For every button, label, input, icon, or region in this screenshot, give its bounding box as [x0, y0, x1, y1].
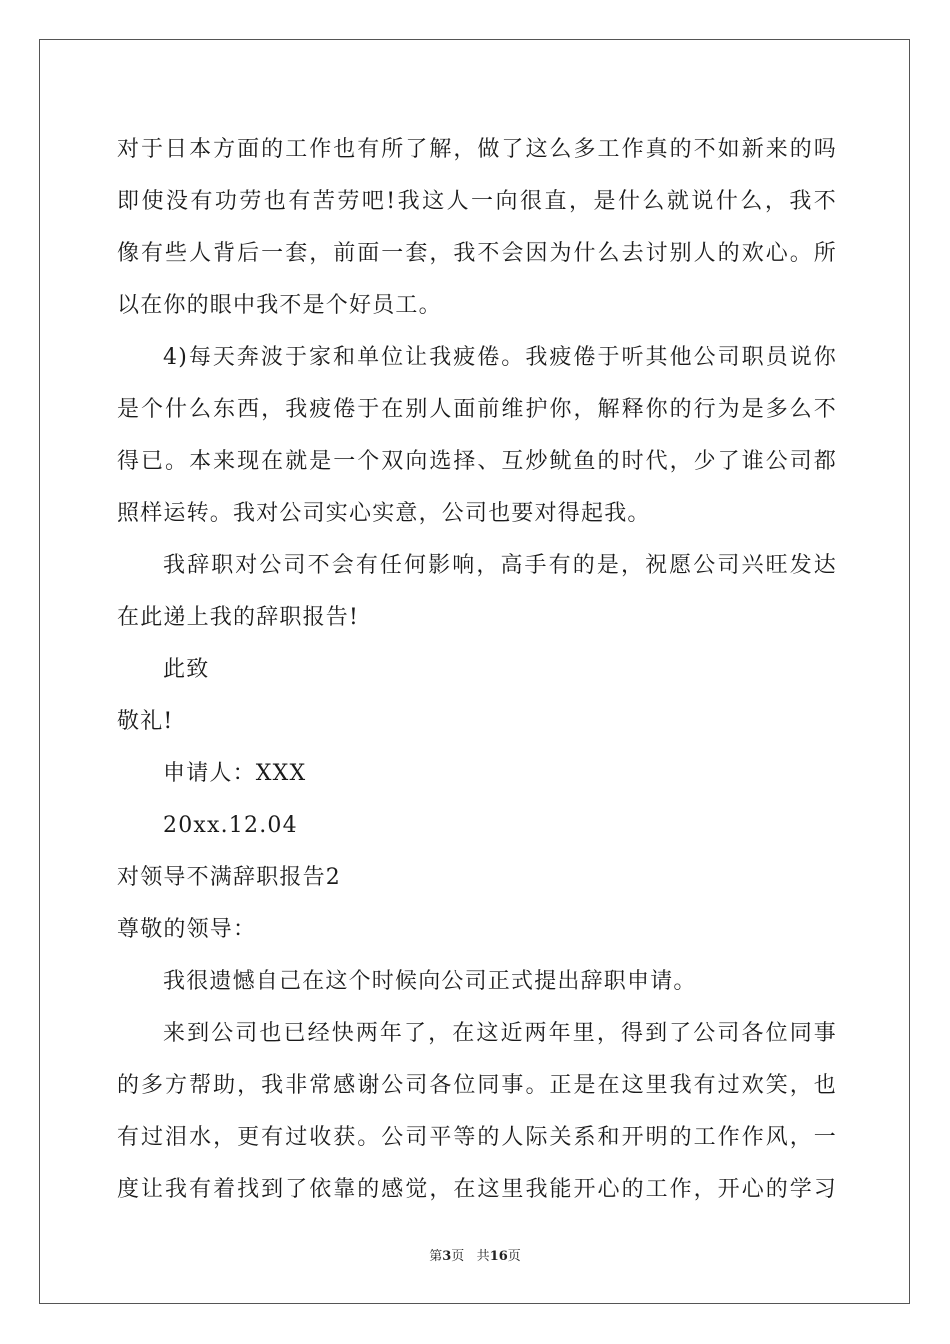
applicant-line: 申请人：XXX [163, 761, 307, 786]
page-suffix: 页 [451, 1249, 465, 1264]
text-line: 的多方帮助，我非常感谢公司各位同事。正是在这里我有过欢笑，也 [117, 1073, 837, 1098]
text-line: 4)每天奔波于家和单位让我疲倦。我疲倦于听其他公司职员说你 [163, 345, 837, 370]
total-suffix: 页 [507, 1249, 521, 1264]
page-prefix: 第 [429, 1249, 443, 1264]
section-title: 对领导不满辞职报告2 [117, 865, 341, 890]
text-line: 像有些人背后一套，前面一套，我不会因为什么去讨别人的欢心。所 [117, 241, 837, 266]
text-line: 即使没有功劳也有苦劳吧!我这人一向很直，是什么就说什么，我不 [117, 189, 837, 214]
page-number: 3 [442, 1249, 452, 1264]
greeting: 尊敬的领导： [117, 917, 257, 942]
text-line: 我很遗憾自己在这个时候向公司正式提出辞职申请。 [163, 969, 697, 994]
closing-salutation: 此致 [163, 657, 210, 682]
date-line: 20xx.12.04 [163, 813, 298, 838]
text-line: 有过泪水，更有过收获。公司平等的人际关系和开明的工作作风，一 [117, 1125, 837, 1150]
text-line: 以在你的眼中我不是个好员工。 [117, 293, 442, 318]
text-line: 在此递上我的辞职报告! [117, 605, 360, 630]
text-line: 得已。本来现在就是一个双向选择、互炒鱿鱼的时代，少了谁公司都 [117, 449, 837, 474]
text-line: 对于日本方面的工作也有所了解，做了这么多工作真的不如新来的吗 [117, 137, 837, 162]
total-pages: 16 [489, 1249, 508, 1264]
text-line: 度让我有着找到了依靠的感觉，在这里我能开心的工作，开心的学习 [117, 1177, 837, 1202]
total-prefix: 共 [476, 1249, 490, 1264]
page-footer [0, 1247, 950, 1267]
text-line: 是个什么东西，我疲倦于在别人面前维护你，解释你的行为是多么不 [117, 397, 837, 422]
text-line: 来到公司也已经快两年了，在这近两年里，得到了公司各位同事 [163, 1021, 837, 1046]
text-line: 照样运转。我对公司实心实意，公司也要对得起我。 [117, 501, 651, 526]
document-body [117, 124, 837, 1216]
text-line: 我辞职对公司不会有任何影响，高手有的是，祝愿公司兴旺发达 [163, 553, 837, 578]
closing-respect: 敬礼! [117, 709, 174, 734]
